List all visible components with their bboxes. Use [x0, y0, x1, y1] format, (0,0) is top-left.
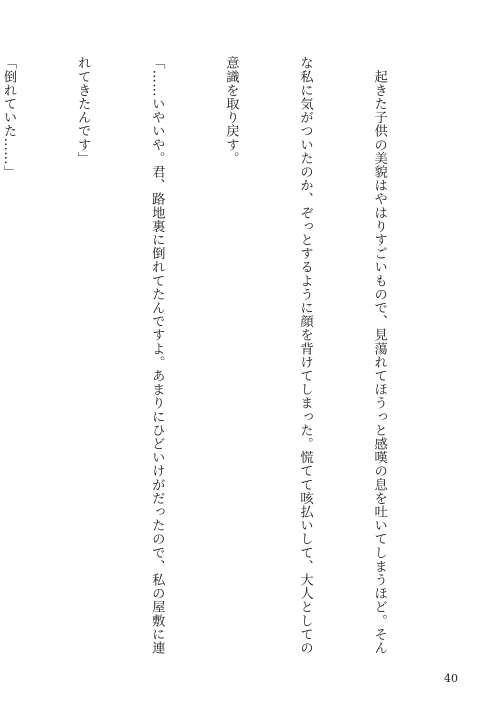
text-line: れてきたんです」: [75, 56, 91, 165]
vertical-text-body: [1, 56, 440, 656]
text-line: 起きた子供の美貌はやはりすごいもので、見蕩れてほうっと感嘆の息を吐いてしまうほど。そん: [371, 56, 387, 655]
text-line: 「倒れていた……」: [1, 56, 17, 179]
text-line: 意識を取り戻す。: [223, 56, 239, 165]
page-number: 40: [444, 672, 458, 685]
text-line: 「……いやいや。君、路地裏に倒れてたんですよ。あまりにひどいけがだったので、私の屋敷に連: [149, 56, 165, 655]
text-line: な私に気がついたのか、ぞっとするように顔を背けてしまった。慌てて咳払いして、大人としての: [297, 56, 313, 655]
